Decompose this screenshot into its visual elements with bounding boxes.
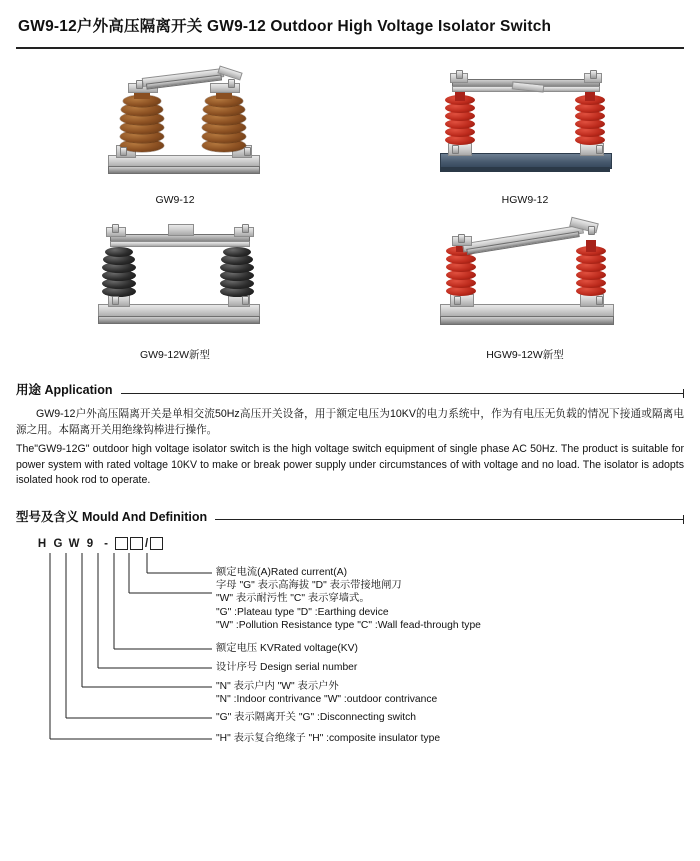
label-nw-line-1: "N" 表示户内 "W" 表示户外 [216, 680, 339, 692]
mould-heading: 型号及含义 Mould And Definition [16, 509, 208, 524]
code-char-9: 9 [86, 537, 94, 550]
application-section [16, 380, 684, 489]
gw9-12-switch-photo [50, 59, 300, 184]
mould-section [16, 507, 684, 767]
product-cell-2 [350, 59, 700, 206]
mould-diagram [16, 537, 684, 767]
product-cell-1 [0, 59, 350, 206]
label-letter-line-1: 字母 "G" 表示高海拔 "D" 表示带接地闸刀 [216, 579, 402, 591]
heading-rule [215, 519, 684, 520]
label-disconnecting-switch: "G" 表示隔离开关 "G" :Disconnecting switch [216, 711, 417, 723]
code-char-w: W [68, 537, 80, 550]
application-text-cn: GW9-12户外高压隔离开关是单相交流50Hz高压开关设备，用于额定电压为10KV的电力系统中，作为有电压无负载的情况下接通或隔离电源之用。本隔离开关用绝缘钩棒进行操作。 [16, 408, 684, 436]
product-cell-4 [350, 212, 700, 362]
label-letter-meaning [216, 579, 481, 633]
label-nw-line-2: "N" :Indoor contrivance "W" :outdoor contrivance [216, 694, 438, 705]
label-composite-insulator: "H" 表示复合绝缘子 "H" :composite insulator type [216, 732, 441, 744]
mould-heading-row [16, 507, 684, 525]
product-caption: GW9-12W新型 [139, 349, 210, 361]
product-image-grid [0, 59, 700, 362]
page-title: GW9-12户外高压隔离开关 GW9-12 Outdoor High Voltage Isolator Switch [18, 18, 552, 35]
label-rated-voltage: 额定电压 KVRated voltage(KV) [216, 642, 358, 654]
code-char-dash: - [104, 537, 108, 550]
label-design-serial-number: 设计序号 Design serial number [216, 661, 358, 673]
code-slash: / [145, 537, 149, 550]
hgw9-12-switch-photo [400, 59, 650, 184]
application-heading: 用途 Application [16, 383, 113, 397]
heading-rule [121, 393, 684, 394]
code-char-h: H [37, 537, 47, 550]
label-letter-line-4: "W" :Pollution Resistance type "C" :Wall fead-through type [216, 620, 481, 631]
product-cell-3 [0, 212, 350, 362]
gw9-12w-new-switch-photo [50, 212, 300, 337]
product-caption: HGW9-12 [501, 194, 549, 206]
label-letter-line-2: "W" 表示耐污性 "C" 表示穿墙式。 [216, 593, 370, 604]
title-divider [16, 47, 684, 49]
hgw9-12w-new-switch-photo [400, 212, 650, 337]
page-title-bar [0, 0, 700, 42]
label-letter-line-3: "G" :Plateau type "D" :Earthing device [216, 606, 389, 618]
application-text-en: The"GW9-12G" outdoor high voltage isolator switch is the high voltage switch equipment of single phase AC 50Hz. The product is suitable for power system with rated voltage 10KV to make or break power supply under circumstances of with voltage and no load. The isolator is adopts isolated hook rod to operate. [16, 443, 684, 486]
product-caption: HGW9-12W新型 [486, 349, 564, 361]
label-n-w-meaning [216, 680, 437, 707]
product-caption: GW9-12 [155, 194, 195, 206]
application-heading-row [16, 380, 684, 398]
label-rated-current: 额定电流(A)Rated current(A) [216, 566, 348, 578]
code-char-g: G [53, 537, 63, 550]
